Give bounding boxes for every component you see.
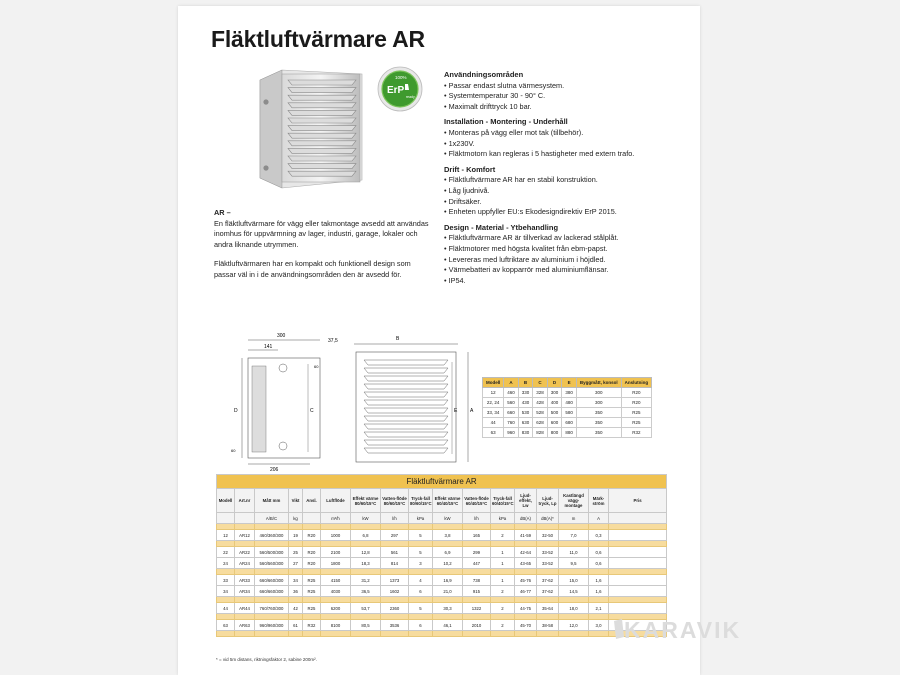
performance-table-cell: 6: [409, 586, 433, 597]
performance-table-cell: R25: [303, 603, 321, 614]
performance-table-cell: AR12: [235, 530, 255, 541]
performance-table-header: Vatten-flöde 60/40/15°C: [463, 489, 491, 513]
performance-table-cell: 30,3: [433, 603, 463, 614]
dimension-table-cell: 680: [562, 418, 577, 428]
performance-table-cell: 5: [409, 603, 433, 614]
dimension-table-cell: 800: [547, 428, 562, 438]
separator-cell: [321, 631, 351, 637]
separator-cell: [235, 631, 255, 637]
performance-table-header: Mått mm: [255, 489, 289, 513]
performance-table-cell: 24: [217, 558, 235, 569]
erp-ready-badge: [377, 66, 423, 112]
performance-table-cell: 4150: [321, 575, 351, 586]
performance-table-caption: Fläktluftvärmare AR: [217, 475, 667, 489]
performance-table-unit: [303, 513, 321, 524]
dimension-table-cell: 960: [504, 428, 519, 438]
performance-table-cell: 0,6: [589, 547, 609, 558]
performance-table-header: Art.nr: [235, 489, 255, 513]
performance-table-unit: kPa: [491, 513, 515, 524]
performance-table-unit: [217, 513, 235, 524]
dim-c: C: [310, 408, 314, 414]
dimension-table-cell: 628: [533, 418, 548, 428]
performance-table-cell: 35-64: [537, 603, 559, 614]
performance-table-cell: 0,6: [589, 558, 609, 569]
performance-table-unit: l/h: [463, 513, 491, 524]
performance-table-cell: 11,0: [559, 547, 589, 558]
section-heading: Installation - Montering - Underhåll: [444, 117, 568, 127]
erp-label: ErP: [387, 85, 405, 96]
separator-cell: [559, 631, 589, 637]
performance-table-cell: 8100: [321, 620, 351, 631]
performance-table-cell: [609, 586, 667, 597]
performance-table-cell: 44: [217, 603, 235, 614]
group-separator: [217, 631, 667, 637]
feature-item: • Passar endast slutna värmesystem.: [444, 80, 565, 90]
performance-table-header: Pris: [609, 489, 667, 513]
performance-table-cell: 41-59: [515, 530, 537, 541]
performance-table-cell: 7,0: [559, 530, 589, 541]
performance-table-cell: 16,9: [433, 575, 463, 586]
performance-table-cell: 22: [217, 547, 235, 558]
dimension-table-cell: 480: [562, 398, 577, 408]
performance-table-cell: 814: [381, 558, 409, 569]
document-page: [178, 6, 700, 675]
performance-table-cell: AR63: [235, 620, 255, 631]
performance-table-cell: R20: [303, 530, 321, 541]
performance-table-cell: AR34: [235, 586, 255, 597]
performance-table-row: [217, 586, 667, 597]
separator-cell: [463, 631, 491, 637]
dimension-table-cell: 22, 24: [483, 398, 504, 408]
performance-table-cell: 10,2: [433, 558, 463, 569]
performance-table-cell: AR22: [235, 547, 255, 558]
performance-table-cell: 80,5: [351, 620, 381, 631]
performance-table-cell: 27: [289, 558, 303, 569]
watermark: KARAVIK: [624, 617, 742, 643]
performance-table-cell: 5: [409, 530, 433, 541]
feature-item: • Fläktluftvärmare AR är tillverkad av lackerad stålplåt.: [444, 233, 619, 243]
performance-table-row: [217, 575, 667, 586]
performance-table: [216, 474, 667, 637]
performance-table-cell: 3536: [381, 620, 409, 631]
dim-e: E: [454, 408, 458, 414]
separator-cell: [255, 631, 289, 637]
performance-table-cell: 1: [491, 575, 515, 586]
dimension-table-cell: 828: [533, 428, 548, 438]
dimension-table-cell: 12: [483, 388, 504, 398]
performance-table-cell: 6: [409, 620, 433, 631]
performance-table-header: Tryck-fall 60/40/15°C: [491, 489, 515, 513]
section-heading: Drift - Komfort: [444, 164, 496, 174]
feature-item: • IP54.: [444, 275, 466, 285]
performance-table-cell: 63: [217, 620, 235, 631]
dimension-table-cell: 300: [547, 388, 562, 398]
dimension-table-cell: 300: [576, 398, 621, 408]
dimension-table-cell: 33, 34: [483, 408, 504, 418]
performance-table-cell: 61: [289, 620, 303, 631]
performance-table-header: Luftflöde: [321, 489, 351, 513]
feature-item: • Monteras på vägg eller mot tak (tillbehör).: [444, 127, 584, 137]
performance-table-cell: 14,5: [559, 586, 589, 597]
dimension-table-header: E: [562, 378, 577, 388]
performance-table-cell: 165: [463, 530, 491, 541]
performance-table-cell: 560/500/300: [255, 547, 289, 558]
dimension-table: [482, 377, 652, 438]
performance-table-cell: 18,3: [351, 558, 381, 569]
performance-table-header: Vikt: [289, 489, 303, 513]
separator-cell: [351, 631, 381, 637]
dimension-table-cell: 328: [533, 388, 548, 398]
performance-table-cell: 1: [491, 547, 515, 558]
dim-60-top: 60: [314, 364, 319, 369]
performance-table-unit: kg: [289, 513, 303, 524]
performance-table-cell: 6,8: [351, 530, 381, 541]
performance-table-cell: 3,0: [589, 620, 609, 631]
performance-table-cell: 12: [217, 530, 235, 541]
dimension-table-cell: 350: [576, 428, 621, 438]
performance-table-unit: l/h: [381, 513, 409, 524]
performance-table-unit: A/B/C: [255, 513, 289, 524]
performance-table-cell: 46-77: [515, 586, 537, 597]
performance-table-cell: R25: [303, 586, 321, 597]
performance-table-header: Ansl.: [303, 489, 321, 513]
performance-table-cell: 560/560/300: [255, 558, 289, 569]
performance-table-cell: AR33: [235, 575, 255, 586]
performance-table-cell: 33-52: [537, 558, 559, 569]
performance-table-unit: m³/h: [321, 513, 351, 524]
dimension-table-header: Byggmått, konsol: [576, 378, 621, 388]
dim-300: 300: [277, 333, 286, 339]
performance-table-cell: 32-50: [537, 530, 559, 541]
dimension-table-cell: 428: [533, 398, 548, 408]
performance-table-row: [217, 558, 667, 569]
performance-table-cell: 45-70: [515, 620, 537, 631]
performance-table-cell: 3,8: [433, 530, 463, 541]
dimension-table-cell: 350: [576, 408, 621, 418]
features-column: [444, 70, 694, 286]
performance-table-cell: 12,0: [559, 620, 589, 631]
performance-table-row: [217, 603, 667, 614]
performance-table-cell: 299: [463, 547, 491, 558]
intro-paragraph-1: En fläktluftvärmare för vägg eller takmontage avsedd att användas inomhus för uppvärmning av lager, industri, garage, lokaler och andra liknande utrymmen.: [214, 218, 429, 249]
intro-text: [214, 208, 434, 290]
dimension-table-cell: 530: [518, 408, 533, 418]
section-heading: Design - Material - Ytbehandling: [444, 222, 559, 232]
table-footnote: * = vid 5m distans, riktningsfaktor 2, sabine 200m².: [216, 657, 317, 662]
performance-table-cell: 36: [289, 586, 303, 597]
dimension-table-cell: R20: [621, 398, 652, 408]
performance-table-cell: R20: [303, 547, 321, 558]
performance-table-cell: 42: [289, 603, 303, 614]
separator-cell: [433, 631, 463, 637]
performance-table-cell: 4030: [321, 586, 351, 597]
performance-table-cell: 1000: [321, 530, 351, 541]
dimension-table-row: [483, 388, 652, 398]
dimension-table-cell: 400: [547, 398, 562, 408]
performance-table-unit: kW: [433, 513, 463, 524]
performance-table-header: Ljud-tryck, Lp: [537, 489, 559, 513]
performance-table-cell: 5: [409, 547, 433, 558]
dimension-table-row: [483, 418, 652, 428]
performance-table-cell: 43-65: [515, 558, 537, 569]
feature-item: • Driftsäker.: [444, 196, 482, 206]
performance-table-cell: 460/360/300: [255, 530, 289, 541]
dimension-table-header: C: [533, 378, 548, 388]
performance-table-header: Kastlängd vägg-montage: [559, 489, 589, 513]
performance-table-cell: 6200: [321, 603, 351, 614]
performance-table-header: Effekt värme 80/60/15°C: [351, 489, 381, 513]
performance-table-cell: 2: [491, 586, 515, 597]
performance-table-cell: 297: [381, 530, 409, 541]
performance-table-cell: 37-62: [537, 575, 559, 586]
performance-table-cell: 42-64: [515, 547, 537, 558]
performance-table-cell: 18,0: [559, 603, 589, 614]
performance-table-cell: 15,0: [559, 575, 589, 586]
performance-table-cell: 1,6: [589, 586, 609, 597]
performance-table-cell: 1322: [463, 603, 491, 614]
performance-table-cell: 660/660/300: [255, 575, 289, 586]
performance-table-cell: 2,1: [589, 603, 609, 614]
dim-b: B: [396, 336, 400, 342]
dimension-table-cell: 300: [576, 388, 621, 398]
dimension-table-cell: 350: [576, 418, 621, 428]
performance-table-header: Märk-ström: [589, 489, 609, 513]
separator-cell: [381, 631, 409, 637]
dimension-table-header: A: [504, 378, 519, 388]
performance-table-cell: 4: [409, 575, 433, 586]
performance-table-cell: 33: [217, 575, 235, 586]
performance-table-cell: 1373: [381, 575, 409, 586]
performance-table-cell: 33-52: [537, 547, 559, 558]
performance-table-unit: dB(A): [515, 513, 537, 524]
dimension-table-cell: 600: [547, 418, 562, 428]
performance-table-cell: 738: [463, 575, 491, 586]
performance-table-cell: [609, 575, 667, 586]
dimension-table-cell: 830: [518, 428, 533, 438]
dimension-table-cell: 560: [504, 398, 519, 408]
dimension-table-header: Modell: [483, 378, 504, 388]
separator-cell: [289, 631, 303, 637]
dimension-table-header: Anslutning: [621, 378, 652, 388]
performance-table-cell: 21,0: [433, 586, 463, 597]
feature-item: • Värmebatteri av kopparrör med aluminiumflänsar.: [444, 265, 609, 275]
feature-item: • Låg ljudnivå.: [444, 185, 490, 195]
performance-table-header: Ljud-effekt, Lw: [515, 489, 537, 513]
dimension-table-header: D: [547, 378, 562, 388]
performance-table-cell: R32: [303, 620, 321, 631]
section-heading: Användningsområden: [444, 70, 524, 79]
dimension-table-cell: 44: [483, 418, 504, 428]
intro-paragraph-2: Fläktluftvärmaren har en kompakt och funktionell design som passar väl in i de användningsområden den är avsedd för.: [214, 259, 411, 279]
dimension-table-cell: 760: [504, 418, 519, 428]
performance-table-cell: 760/760/300: [255, 603, 289, 614]
feature-item: • Fläktmotorer med högsta kvalitet från ebm-papst.: [444, 243, 608, 253]
separator-cell: [537, 631, 559, 637]
heater-product-image: [252, 68, 364, 190]
performance-table-header: Tryck-fall 80/60/15°C: [409, 489, 433, 513]
separator-cell: [589, 631, 609, 637]
feature-item: • Fläktluftvärmare AR har en stabil konstruktion.: [444, 175, 598, 185]
dim-d: D: [234, 408, 238, 414]
dimension-table-cell: 460: [504, 388, 519, 398]
dimension-table-cell: 63: [483, 428, 504, 438]
dimension-table-cell: 380: [562, 388, 577, 398]
erp-percent: 100%: [395, 75, 407, 80]
separator-cell: [409, 631, 433, 637]
performance-table-cell: [609, 603, 667, 614]
dimension-table-cell: R25: [621, 408, 652, 418]
performance-table-cell: [609, 530, 667, 541]
performance-table-cell: 37-62: [537, 586, 559, 597]
performance-table-unit: [609, 513, 667, 524]
dimension-table-cell: R20: [621, 388, 652, 398]
performance-table-cell: 12,8: [351, 547, 381, 558]
dimension-table-cell: R25: [621, 418, 652, 428]
feature-item: • Fläktmotorn kan regleras i 5 hastigheter med extern trafo.: [444, 149, 635, 159]
performance-table-cell: 1: [491, 558, 515, 569]
dimension-table-header: B: [518, 378, 533, 388]
performance-table-cell: AR44: [235, 603, 255, 614]
performance-table-cell: 9,5: [559, 558, 589, 569]
performance-table-row: [217, 547, 667, 558]
dimension-table-cell: 880: [562, 428, 577, 438]
performance-table-cell: 6,9: [433, 547, 463, 558]
side-view-drawing: [228, 328, 328, 473]
performance-table-header: Vatten-flöde 80/60/15°C: [381, 489, 409, 513]
performance-table-unit: dB(A)*: [537, 513, 559, 524]
performance-table-cell: [609, 547, 667, 558]
performance-table-cell: 2010: [463, 620, 491, 631]
separator-cell: [491, 631, 515, 637]
dimension-table-cell: 330: [518, 388, 533, 398]
performance-table-cell: R20: [303, 558, 321, 569]
performance-table-unit: A: [589, 513, 609, 524]
performance-table-cell: 2100: [321, 547, 351, 558]
dimension-table-cell: 430: [518, 398, 533, 408]
document-title: Fläktluftvärmare AR: [211, 26, 425, 52]
performance-table-cell: 915: [463, 586, 491, 597]
dim-60-bottom: 60: [231, 448, 236, 453]
performance-table-cell: 2: [491, 603, 515, 614]
performance-table-header: Effekt värme 60/40/15°C: [433, 489, 463, 513]
performance-table-cell: 1602: [381, 586, 409, 597]
performance-table-cell: 38-58: [537, 620, 559, 631]
performance-table-cell: 31,2: [351, 575, 381, 586]
feature-item: • Enheten uppfyller EU:s Ekodesigndirektiv ErP 2015.: [444, 207, 617, 217]
dim-206: 206: [270, 467, 279, 473]
performance-table-cell: 34: [217, 586, 235, 597]
performance-table-cell: 44-75: [515, 603, 537, 614]
dimension-table-row: [483, 408, 652, 418]
performance-table-cell: 660/660/300: [255, 586, 289, 597]
separator-cell: [217, 631, 235, 637]
intro-label: AR –: [214, 208, 231, 217]
feature-item: • Maximalt drifttryck 10 bar.: [444, 101, 532, 111]
performance-table-cell: 45-76: [515, 575, 537, 586]
performance-table-cell: 561: [381, 547, 409, 558]
performance-table-cell: 0,3: [589, 530, 609, 541]
performance-table-unit: m: [559, 513, 589, 524]
front-view-drawing: [326, 328, 476, 473]
performance-table-unit: kPa: [409, 513, 433, 524]
dimension-table-row: [483, 398, 652, 408]
performance-table-header: Modell: [217, 489, 235, 513]
performance-table-cell: [609, 558, 667, 569]
performance-table-cell: 36,5: [351, 586, 381, 597]
erp-sub: ready: [406, 95, 415, 99]
dim-37-5: 37,5: [328, 338, 338, 344]
performance-table-row: [217, 530, 667, 541]
performance-table-cell: 25: [289, 547, 303, 558]
performance-table-cell: 2: [491, 620, 515, 631]
feature-item: • 1x230V.: [444, 138, 475, 148]
performance-table-cell: 34: [289, 575, 303, 586]
dimension-table-cell: 580: [562, 408, 577, 418]
separator-cell: [515, 631, 537, 637]
dimension-table-cell: 500: [547, 408, 562, 418]
performance-table-cell: 53,7: [351, 603, 381, 614]
dimension-table-cell: R32: [621, 428, 652, 438]
performance-table-row: [217, 620, 667, 631]
separator-cell: [303, 631, 321, 637]
karavik-logo-icon: [614, 619, 624, 639]
dim-141: 141: [264, 344, 273, 350]
performance-table-cell: 2360: [381, 603, 409, 614]
dimension-table-cell: 630: [518, 418, 533, 428]
performance-table-unit: kW: [351, 513, 381, 524]
dimension-table-row: [483, 428, 652, 438]
performance-table-cell: 2: [491, 530, 515, 541]
performance-table-cell: AR24: [235, 558, 255, 569]
performance-table-cell: 46,1: [433, 620, 463, 631]
feature-item: • Systemtemperatur 30 - 90° C.: [444, 91, 546, 101]
dim-a: A: [470, 408, 474, 414]
performance-table-cell: 1,6: [589, 575, 609, 586]
performance-table-cell: R25: [303, 575, 321, 586]
dimension-table-cell: 528: [533, 408, 548, 418]
performance-table-unit: [235, 513, 255, 524]
feature-item: • Levereras med luftriktare av aluminium i höjdled.: [444, 254, 606, 264]
performance-table-cell: 19: [289, 530, 303, 541]
performance-table-cell: 960/960/300: [255, 620, 289, 631]
performance-table-cell: 447: [463, 558, 491, 569]
dimension-table-cell: 660: [504, 408, 519, 418]
performance-table-cell: 3: [409, 558, 433, 569]
performance-table-cell: 1800: [321, 558, 351, 569]
